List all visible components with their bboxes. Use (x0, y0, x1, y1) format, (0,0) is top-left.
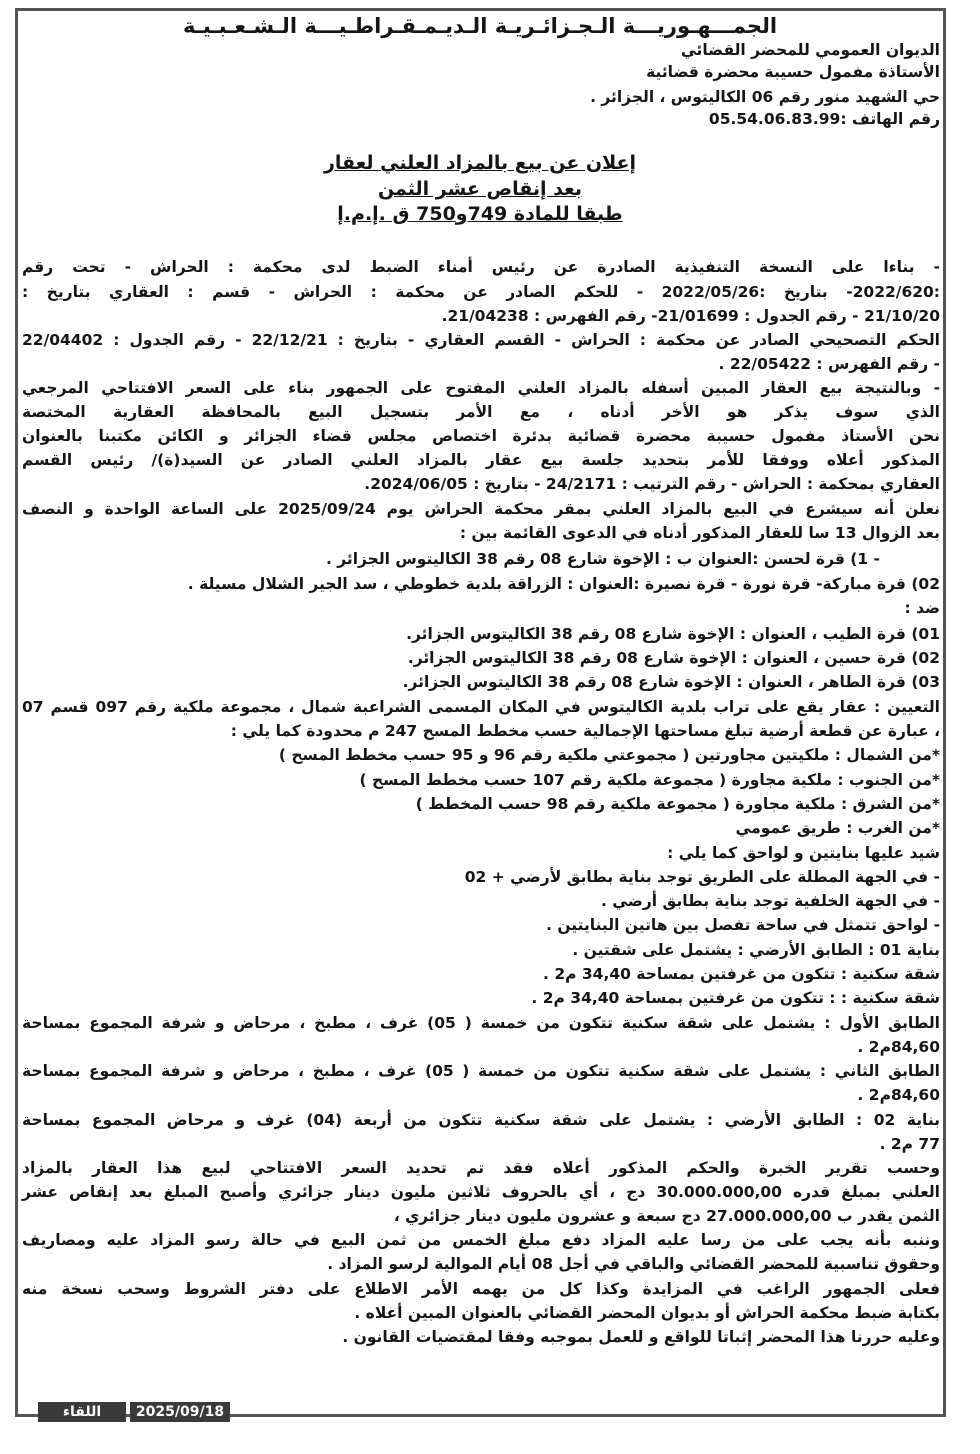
body-line: :2022/620- بتاريخ :2022/05/26 - للحكم الصادر عن محكمة : الحراش - قسم : العقاري بتاريخ : (22, 283, 940, 301)
body-line: 02) قرة مباركة- قرة نورة - قرة نصيرة :العنوان : الزراقة بلدية خطوطي ، سد الجير الشلال مسيلة . (187, 575, 940, 593)
body-line: الطابق الأول : يشتمل على شقة سكنية تتكون من خمسة ( 05) غرف ، مطبخ ، مرحاض و شرفة المجموع بمساحة (22, 1014, 940, 1032)
body-line: وننبه بأنه يجب على من رسا عليه المزاد دفع مبلغ الخمس من ثمن البيع في حالة رسو المزاد عليه ومصاريف (22, 1231, 940, 1249)
office-name: الديوان العمومي للمحضر القضائي (680, 41, 940, 59)
body-line: - في الجهة المطلة على الطريق توجد بناية بطابق لأرضي + 02 (464, 868, 940, 886)
office-phone: رقم الهاتف :05.54.06.83.99 (708, 110, 940, 128)
body-line: نعلن أنه سيشرع في البيع بالمزاد العلني بمقر محكمة الحراش يوم 2025/09/24 على الساعة الواحدة و النصف (22, 500, 940, 518)
body-line: - وبالنتيجة بيع العقار المبين أسفله بالمزاد العلني المفتوح على الجمهور بناء على السعر الافتتاحي المرجعي (22, 379, 940, 397)
body-line: 21/10/20 - رقم الجدول : 21/01699- رقم الفهرس : 21/04238. (441, 307, 940, 325)
body-line: *من الجنوب : ملكية مجاورة ( مجموعة ملكية رقم 107 حسب مخطط المسح ) (359, 771, 940, 789)
body-line: الطابق الثاني : يشتمل على شقة سكنية تتكون من خمسة ( 05) غرف ، مطبخ ، مرحاض و شرفة المجموع بمساحة (22, 1062, 940, 1080)
body-line: وحسب تقرير الخبرة والحكم المذكور أعلاه فقد تم تحديد السعر الافتتاحي لبيع هذا العقار بالمزاد (22, 1159, 940, 1177)
body-line: التعيين : عقار يقع على تراب بلدية الكاليتوس في المكان المسمى الشراعبة شمال ، مجموعة ملكية رقم 097 قسم 07 (22, 698, 940, 716)
body-line: ضد : (904, 599, 940, 617)
publication-date-tag: 2025/09/18 (130, 1402, 230, 1422)
body-line: *من الغرب : طريق عمومي (735, 819, 940, 837)
body-line: 77 م2 . (879, 1135, 940, 1153)
body-line: وحقوق تناسبية للمحضر القضائي والباقي في أجل 08 أيام الموالية لرسو المزاد . (327, 1255, 940, 1273)
body-line: *من الشمال : ملكيتين مجاورتين ( مجموعتي ملكية رقم 96 و 95 حسب مخطط المسح ) (278, 746, 940, 764)
body-line: بكتابة ضبط محكمة الحراش أو بديوان المحضر القضائي بالعنوان المبين أعلاه . (354, 1304, 940, 1322)
republic-title: الجمـــهـوريـــة الـجـزائـريـة الـديـمـقـراطـيـــة الـشـعـبـيـة (182, 14, 778, 38)
body-line: 84,60م2 . (857, 1086, 940, 1104)
newspaper-name-tag: اللقاء (38, 1402, 126, 1422)
bailiff-name: الأستاذة مفمول حسيبة محضرة قضائية (646, 63, 940, 81)
body-line: *من الشرق : ملكية مجاورة ( مجموعة ملكية رقم 98 حسب المخطط ) (415, 795, 940, 813)
body-line: شيد عليها بنايتين و لواحق كما يلي : (667, 844, 940, 862)
body-line: 02) قرة حسين ، العنوان : الإخوة شارع 08 رقم 38 الكاليتوس الجزائر. (407, 649, 940, 667)
notice-title-line-3: طبقا للمادة 749و750 ق .إ.م.إ (337, 203, 623, 225)
body-line: شقة سكنية : : تتكون من غرفتين بمساحة 34,40 م2 . (531, 989, 940, 1007)
body-line: بعد الزوال 13 سا للعقار المذكور أدناه في الدعوى القائمة بين : (459, 524, 940, 542)
body-line: الذي سوف يذكر هو الأخر أدناه ، مع الأمر بتسجيل البيع بالمحافظة العقارية المختصة (22, 403, 940, 421)
body-line: 03) قرة الطاهر ، العنوان : الإخوة شارع 08 رقم 38 الكاليتوس الجزائر. (402, 673, 940, 691)
body-line: - 1) قرة لحسن :العنوان ب : الإخوة شارع 08 رقم 38 الكاليتوس الجزائر . (325, 550, 880, 568)
body-line: بناية 02 : الطابق الأرضي : يشتمل على شقة سكنية تتكون من أربعة (04) غرف و مرحاض المجموع بمساحة (22, 1111, 940, 1129)
body-line: ، عبارة عن قطعة أرضية تبلغ مساحتها الإجمالية حسب مخطط المسح 247 م محدودة كما يلي : (230, 722, 940, 740)
body-line: - رقم الفهرس : 22/05422 . (718, 355, 940, 373)
body-line: وعليه حررنا هذا المحضر إثباتا للواقع و للعمل بموجبه وفقا لمقتضيات القانون . (342, 1328, 940, 1346)
office-address: حي الشهيد منور رقم 06 الكاليتوس ، الجزائر . (590, 88, 940, 106)
notice-title-line-2: بعد إنقاص عشر الثمن (377, 178, 583, 200)
body-line: العقاري بمحكمة : الحراش - رقم الترتيب : 24/2171 - بتاريخ : 2024/06/05. (364, 475, 940, 493)
body-line: - في الجهة الخلفية توجد بناية بطابق أرضي . (600, 892, 940, 910)
body-line: 84,60م2 . (857, 1038, 940, 1056)
body-line: الحكم التصحيحي الصادر عن محكمة : الحراش - القسم العقاري - بتاريخ : 22/12/21 - رقم الجدول : 22/04402 (22, 331, 940, 349)
body-line: الثمن يقدر ب 27.000.000,00 دج سبعة و عشرون مليون دينار جزائري ، (393, 1207, 940, 1225)
body-line: شقة سكنية : تتكون من غرفتين بمساحة 34,40 م2 . (543, 965, 940, 983)
body-line: المذكور أعلاه ووفقا للأمر بتحديد جلسة بيع عقار بالمزاد العلني الصادر عن السيد(ة)/ رئيس القسم (22, 451, 940, 469)
notice-title-line-1: إعلان عن بيع بالمزاد العلني لعقار (323, 152, 637, 174)
body-line: نحن الأستاذ مفمول حسيبة محضرة قضائية بدئرة اختصاص مجلس قضاء الجزائر و الكائن مكتبنا بالعنوان (22, 427, 940, 445)
body-line: - بناءا على النسخة التنفيذية الصادرة عن رئيس أمناء الضبط لدى محكمة : الحراش - تحت رقم (22, 258, 940, 276)
body-line: بناية 01 : الطابق الأرضي : يشتمل على شقتين . (572, 941, 940, 959)
body-line: 01) قرة الطيب ، العنوان : الإخوة شارع 08 رقم 38 الكاليتوس الجزائر. (406, 625, 940, 643)
body-line: فعلى الجمهور الراغب في المزايدة وكذا كل من يهمه الأمر الاطلاع على دفتر الشروط وسحب نسخة منه (22, 1280, 940, 1298)
body-line: العلني بمبلغ قدره 30.000.000,00 دج ، أي بالحروف ثلاثين مليون دينار جزائري وأصبح المبلغ بعد إنقاص عشر (22, 1183, 941, 1201)
body-line: - لواحق تتمثل في ساحة تفصل بين هاتين البنايتين . (546, 916, 940, 934)
